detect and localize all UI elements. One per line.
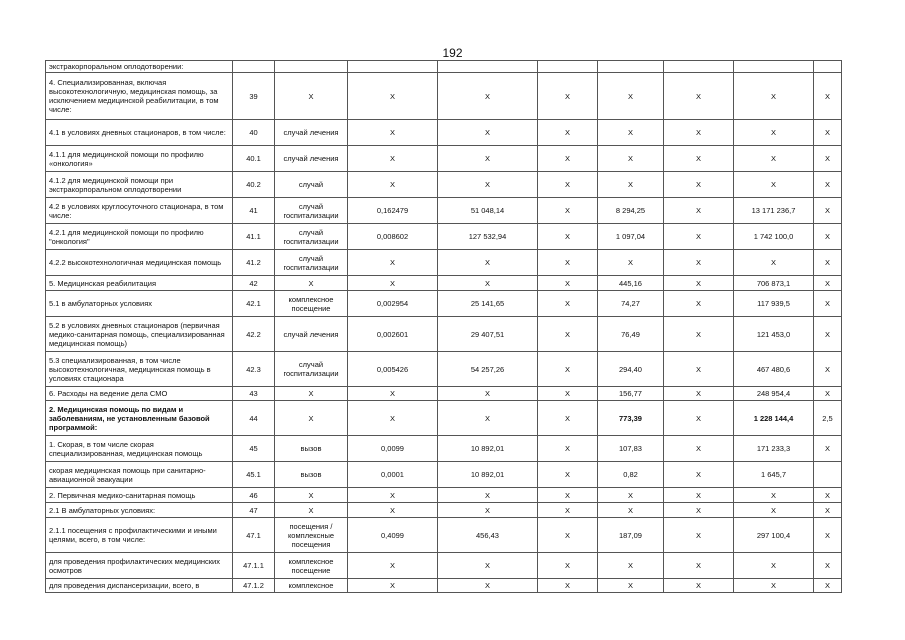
row-number-cell: 39: [233, 73, 275, 120]
value-cell-6: Х: [734, 172, 814, 198]
row-number-cell: 45.1: [233, 462, 275, 488]
value-cell-5: Х: [664, 401, 734, 436]
table-row: [46, 317, 842, 352]
value-cell-1: 0,005426: [348, 352, 438, 387]
value-cell-4: Х: [598, 146, 664, 172]
value-cell-5: Х: [664, 553, 734, 579]
value-cell-2: Х: [438, 172, 538, 198]
data-table: [45, 60, 842, 593]
value-cell-7: Х: [814, 503, 842, 518]
table-row: [46, 518, 842, 553]
table-row: [46, 120, 842, 146]
row-number-cell: 47.1: [233, 518, 275, 553]
value-cell-1: 0,0099: [348, 436, 438, 462]
value-cell-3: Х: [538, 436, 598, 462]
row-name-cell: для проведения профилактических медицинских осмотров: [46, 553, 233, 579]
value-cell-5: Х: [664, 436, 734, 462]
row-number-cell: 41.2: [233, 250, 275, 276]
value-cell-2: Х: [438, 73, 538, 120]
unit-cell: случай лечения: [275, 120, 348, 146]
value-cell-7: Х: [814, 518, 842, 553]
value-cell-6: 121 453,0: [734, 317, 814, 352]
value-cell-4: Х: [598, 172, 664, 198]
table-body: [46, 61, 842, 593]
value-cell-1: Х: [348, 488, 438, 503]
table-row: [46, 172, 842, 198]
row-name-cell: для проведения диспансеризации, всего, в: [46, 579, 233, 593]
value-cell-1: 0,4099: [348, 518, 438, 553]
value-cell-4: 107,83: [598, 436, 664, 462]
unit-cell: Х: [275, 488, 348, 503]
value-cell-5: Х: [664, 198, 734, 224]
value-cell-3: Х: [538, 317, 598, 352]
value-cell-7: 2,5: [814, 401, 842, 436]
table-row: [46, 198, 842, 224]
value-cell-5: Х: [664, 224, 734, 250]
value-cell-3: [538, 61, 598, 73]
value-cell-3: Х: [538, 503, 598, 518]
value-cell-6: Х: [734, 73, 814, 120]
value-cell-6: Х: [734, 553, 814, 579]
value-cell-5: [664, 61, 734, 73]
unit-cell: комплексное: [275, 579, 348, 593]
table-row: [46, 436, 842, 462]
value-cell-6: Х: [734, 579, 814, 593]
row-name-cell: 4.2.2 высокотехнологичная медицинская помощь: [46, 250, 233, 276]
value-cell-2: Х: [438, 488, 538, 503]
value-cell-7: Х: [814, 73, 842, 120]
value-cell-2: Х: [438, 553, 538, 579]
table-row: [46, 401, 842, 436]
value-cell-6: 467 480,6: [734, 352, 814, 387]
row-name-cell: экстракорпоральном оплодотворении:: [46, 61, 233, 73]
value-cell-3: Х: [538, 352, 598, 387]
unit-cell: комплексное посещение: [275, 553, 348, 579]
value-cell-2: 10 892,01: [438, 462, 538, 488]
value-cell-2: 51 048,14: [438, 198, 538, 224]
value-cell-3: Х: [538, 120, 598, 146]
value-cell-3: Х: [538, 518, 598, 553]
value-cell-7: Х: [814, 387, 842, 401]
row-name-cell: 2.1 В амбулаторных условиях:: [46, 503, 233, 518]
value-cell-6: Х: [734, 488, 814, 503]
value-cell-6: Х: [734, 146, 814, 172]
value-cell-7: Х: [814, 224, 842, 250]
row-number-cell: 44: [233, 401, 275, 436]
value-cell-3: Х: [538, 291, 598, 317]
value-cell-1: Х: [348, 401, 438, 436]
value-cell-6: 1 742 100,0: [734, 224, 814, 250]
value-cell-5: Х: [664, 172, 734, 198]
row-name-cell: 2.1.1 посещения с профилактическими и иными целями, всего, в том числе:: [46, 518, 233, 553]
row-name-cell: 2. Первичная медико-санитарная помощь: [46, 488, 233, 503]
value-cell-7: Х: [814, 276, 842, 291]
value-cell-1: 0,002954: [348, 291, 438, 317]
value-cell-7: [814, 61, 842, 73]
value-cell-1: 0,008602: [348, 224, 438, 250]
unit-cell: случай лечения: [275, 317, 348, 352]
value-cell-1: [348, 61, 438, 73]
value-cell-4: 156,77: [598, 387, 664, 401]
value-cell-7: Х: [814, 172, 842, 198]
row-number-cell: 42.2: [233, 317, 275, 352]
table-row: [46, 146, 842, 172]
value-cell-2: Х: [438, 503, 538, 518]
value-cell-4: 0,82: [598, 462, 664, 488]
row-name-cell: 6. Расходы на ведение дела СМО: [46, 387, 233, 401]
row-number-cell: 42: [233, 276, 275, 291]
row-number-cell: 47.1.1: [233, 553, 275, 579]
value-cell-3: Х: [538, 172, 598, 198]
table-row: [46, 387, 842, 401]
value-cell-4: [598, 61, 664, 73]
value-cell-3: Х: [538, 73, 598, 120]
value-cell-5: Х: [664, 276, 734, 291]
table-row: [46, 61, 842, 73]
row-number-cell: 40.2: [233, 172, 275, 198]
value-cell-4: 74,27: [598, 291, 664, 317]
value-cell-3: Х: [538, 401, 598, 436]
value-cell-6: 13 171 236,7: [734, 198, 814, 224]
value-cell-4: Х: [598, 488, 664, 503]
value-cell-6: [734, 61, 814, 73]
row-number-cell: 42.3: [233, 352, 275, 387]
value-cell-5: Х: [664, 387, 734, 401]
unit-cell: случай лечения: [275, 146, 348, 172]
value-cell-2: Х: [438, 579, 538, 593]
value-cell-4: Х: [598, 120, 664, 146]
value-cell-6: Х: [734, 250, 814, 276]
table-row: [46, 352, 842, 387]
value-cell-6: 117 939,5: [734, 291, 814, 317]
unit-cell: случай госпитализации: [275, 224, 348, 250]
value-cell-4: 773,39: [598, 401, 664, 436]
unit-cell: случай госпитализации: [275, 198, 348, 224]
value-cell-5: Х: [664, 250, 734, 276]
value-cell-6: 248 954,4: [734, 387, 814, 401]
unit-cell: вызов: [275, 462, 348, 488]
value-cell-7: Х: [814, 488, 842, 503]
value-cell-2: 456,43: [438, 518, 538, 553]
row-name-cell: 2. Медицинская помощь по видам и заболеваниям, не установленным базовой программой:: [46, 401, 233, 436]
value-cell-3: Х: [538, 488, 598, 503]
value-cell-7: Х: [814, 146, 842, 172]
unit-cell: Х: [275, 276, 348, 291]
value-cell-4: 445,16: [598, 276, 664, 291]
table-row: [46, 250, 842, 276]
value-cell-7: Х: [814, 317, 842, 352]
value-cell-2: Х: [438, 120, 538, 146]
value-cell-6: 171 233,3: [734, 436, 814, 462]
value-cell-7: Х: [814, 579, 842, 593]
value-cell-1: Х: [348, 503, 438, 518]
value-cell-7: Х: [814, 352, 842, 387]
row-name-cell: 4.1 в условиях дневных стационаров, в том числе:: [46, 120, 233, 146]
row-number-cell: 42.1: [233, 291, 275, 317]
value-cell-3: Х: [538, 579, 598, 593]
unit-cell: случай: [275, 172, 348, 198]
row-number-cell: 40.1: [233, 146, 275, 172]
value-cell-2: 127 532,94: [438, 224, 538, 250]
value-cell-2: Х: [438, 387, 538, 401]
value-cell-7: Х: [814, 250, 842, 276]
value-cell-4: 294,40: [598, 352, 664, 387]
value-cell-2: [438, 61, 538, 73]
table-row: [46, 579, 842, 593]
value-cell-5: Х: [664, 291, 734, 317]
row-name-cell: 1. Скорая, в том числе скорая специализированная, медицинская помощь: [46, 436, 233, 462]
value-cell-1: Х: [348, 579, 438, 593]
unit-cell: посещения / комплексные посещения: [275, 518, 348, 553]
row-name-cell: 4.1.1 для медицинской помощи по профилю «онкология»: [46, 146, 233, 172]
value-cell-1: Х: [348, 276, 438, 291]
value-cell-6: 706 873,1: [734, 276, 814, 291]
row-name-cell: 5.3 специализированная, в том числе высокотехнологичная, медицинская помощь в условиях стационара: [46, 352, 233, 387]
row-name-cell: 5. Медицинская реабилитация: [46, 276, 233, 291]
value-cell-4: Х: [598, 553, 664, 579]
value-cell-1: Х: [348, 250, 438, 276]
row-number-cell: 46: [233, 488, 275, 503]
row-number-cell: 40: [233, 120, 275, 146]
row-name-cell: 4.2 в условиях круглосуточного стационара, в том числе:: [46, 198, 233, 224]
value-cell-5: Х: [664, 518, 734, 553]
value-cell-2: Х: [438, 276, 538, 291]
unit-cell: случай госпитализации: [275, 352, 348, 387]
table-row: [46, 73, 842, 120]
value-cell-5: Х: [664, 146, 734, 172]
value-cell-7: Х: [814, 198, 842, 224]
value-cell-3: Х: [538, 553, 598, 579]
unit-cell: Х: [275, 401, 348, 436]
value-cell-5: Х: [664, 73, 734, 120]
value-cell-3: Х: [538, 146, 598, 172]
unit-cell: [275, 61, 348, 73]
value-cell-3: Х: [538, 250, 598, 276]
value-cell-6: 297 100,4: [734, 518, 814, 553]
value-cell-5: Х: [664, 579, 734, 593]
value-cell-3: Х: [538, 276, 598, 291]
value-cell-3: Х: [538, 462, 598, 488]
value-cell-7: Х: [814, 436, 842, 462]
value-cell-5: Х: [664, 352, 734, 387]
row-name-cell: 4.2.1 для медицинской помощи по профилю "онкология": [46, 224, 233, 250]
table-row: [46, 276, 842, 291]
unit-cell: Х: [275, 387, 348, 401]
table-row: [46, 462, 842, 488]
value-cell-4: Х: [598, 73, 664, 120]
value-cell-1: Х: [348, 73, 438, 120]
value-cell-1: Х: [348, 172, 438, 198]
value-cell-2: 25 141,65: [438, 291, 538, 317]
value-cell-5: Х: [664, 317, 734, 352]
value-cell-3: Х: [538, 387, 598, 401]
value-cell-2: Х: [438, 401, 538, 436]
value-cell-1: 0,162479: [348, 198, 438, 224]
row-name-cell: 5.2 в условиях дневных стационаров (первичная медико-санитарная помощь, специализированная медицинская помощь): [46, 317, 233, 352]
unit-cell: Х: [275, 503, 348, 518]
value-cell-7: Х: [814, 291, 842, 317]
table-row: [46, 488, 842, 503]
value-cell-7: [814, 462, 842, 488]
table-row: [46, 503, 842, 518]
unit-cell: Х: [275, 73, 348, 120]
value-cell-6: Х: [734, 120, 814, 146]
value-cell-1: Х: [348, 120, 438, 146]
value-cell-2: 29 407,51: [438, 317, 538, 352]
row-number-cell: 41.1: [233, 224, 275, 250]
value-cell-1: 0,0001: [348, 462, 438, 488]
row-name-cell: 5.1 в амбулаторных условиях: [46, 291, 233, 317]
row-number-cell: 47: [233, 503, 275, 518]
table-row: [46, 553, 842, 579]
value-cell-1: 0,002601: [348, 317, 438, 352]
row-number-cell: [233, 61, 275, 73]
value-cell-5: Х: [664, 120, 734, 146]
value-cell-7: Х: [814, 553, 842, 579]
row-name-cell: 4.1.2 для медицинской помощи при экстракорпоральном оплодотворении: [46, 172, 233, 198]
row-number-cell: 45: [233, 436, 275, 462]
value-cell-6: Х: [734, 503, 814, 518]
value-cell-1: Х: [348, 146, 438, 172]
row-number-cell: 41: [233, 198, 275, 224]
value-cell-7: Х: [814, 120, 842, 146]
table-row: [46, 291, 842, 317]
value-cell-5: Х: [664, 462, 734, 488]
value-cell-4: Х: [598, 579, 664, 593]
value-cell-2: 10 892,01: [438, 436, 538, 462]
unit-cell: комплексное посещение: [275, 291, 348, 317]
value-cell-1: Х: [348, 387, 438, 401]
value-cell-6: 1 228 144,4: [734, 401, 814, 436]
value-cell-3: Х: [538, 224, 598, 250]
value-cell-4: 76,49: [598, 317, 664, 352]
value-cell-4: 187,09: [598, 518, 664, 553]
value-cell-2: Х: [438, 250, 538, 276]
row-name-cell: 4. Специализированная, включая высокотехнологичную, медицинская помощь, за исключением медицинской реабилитации, в том числе:: [46, 73, 233, 120]
value-cell-4: 1 097,04: [598, 224, 664, 250]
row-number-cell: 43: [233, 387, 275, 401]
row-number-cell: 47.1.2: [233, 579, 275, 593]
value-cell-5: Х: [664, 488, 734, 503]
value-cell-6: 1 645,7: [734, 462, 814, 488]
value-cell-4: Х: [598, 503, 664, 518]
value-cell-2: Х: [438, 146, 538, 172]
value-cell-3: Х: [538, 198, 598, 224]
page-number: 192: [442, 46, 463, 60]
unit-cell: вызов: [275, 436, 348, 462]
value-cell-4: 8 294,25: [598, 198, 664, 224]
row-name-cell: скорая медицинская помощь при санитарно-авиационной эвакуации: [46, 462, 233, 488]
value-cell-4: Х: [598, 250, 664, 276]
value-cell-1: Х: [348, 553, 438, 579]
unit-cell: случай госпитализации: [275, 250, 348, 276]
table-row: [46, 224, 842, 250]
value-cell-2: 54 257,26: [438, 352, 538, 387]
value-cell-5: Х: [664, 503, 734, 518]
